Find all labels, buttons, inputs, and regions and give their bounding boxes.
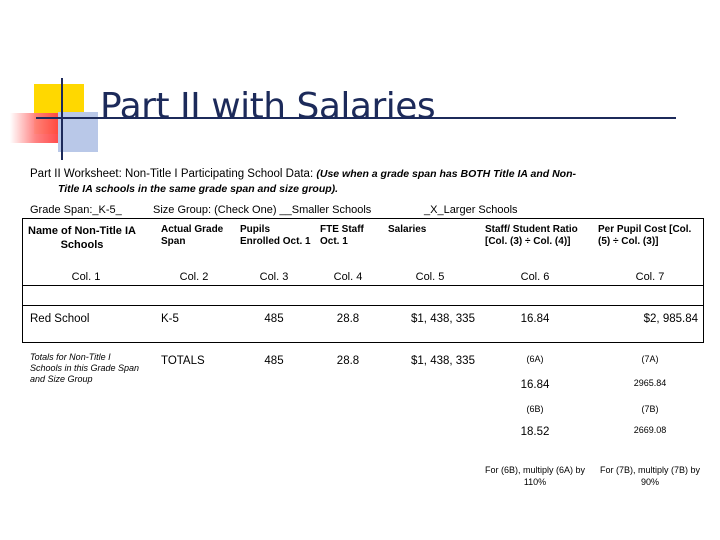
row1-salaries: $1, 438, 335 [411, 313, 475, 325]
table-right-rule [703, 218, 704, 342]
row1-per-pupil-cost: $2, 985.84 [643, 313, 698, 325]
row2-pupils: 485 [264, 355, 284, 367]
row2-school-name: Totals for Non-Title I Schools in this Grade Span and Size Group [30, 352, 140, 384]
label-7b: (7B) [641, 404, 659, 414]
header-school-name: Name of Non-Title IA Schools [28, 225, 136, 251]
header-fte-staff: FTE Staff Oct. 1 [320, 224, 364, 247]
col-label-3: Col. 3 [259, 271, 289, 283]
label-7a: (7A) [641, 354, 659, 364]
worksheet-heading-text: Part II Worksheet: Non-Title I Participating School Data: [30, 168, 314, 180]
footnote-7b: For (7B), multiply (7B) by 90% [599, 465, 701, 487]
worksheet-note-line2: Title IA schools in the same grade span and size group). [58, 183, 339, 195]
row1-pupils: 485 [264, 313, 284, 325]
worksheet-note-line1: (Use when a grade span has BOTH Title IA and Non- [316, 168, 576, 180]
value-7a: 2965.84 [633, 378, 667, 388]
value-7b: 2669.08 [633, 425, 667, 435]
table-row2-top-rule [22, 342, 704, 343]
row1-fte: 28.8 [336, 313, 360, 325]
col-label-2: Col. 2 [179, 271, 209, 283]
header-pupils-enrolled: Pupils Enrolled Oct. 1 [240, 224, 311, 247]
label-6b: (6B) [526, 404, 544, 414]
col-label-7: Col. 7 [635, 271, 665, 283]
header-salaries: Salaries [388, 224, 427, 235]
footnote-6b: For (6B), multiply (6A) by 110% [484, 465, 586, 487]
value-6b: 18.52 [520, 426, 550, 438]
col-label-6: Col. 6 [520, 271, 550, 283]
row1-school-name: Red School [30, 313, 90, 325]
row2-grade-span: TOTALS [161, 355, 205, 367]
header-staff-student-ratio: Staff/ Student Ratio [Col. (3) ÷ Col. (4)] [485, 224, 578, 247]
label-6a: (6A) [526, 354, 544, 364]
col-label-5: Col. 5 [415, 271, 445, 283]
table-row1-top-rule [22, 305, 704, 306]
row1-grade-span: K-5 [161, 313, 179, 325]
slide-title: Part II with Salaries [100, 86, 436, 127]
row1-ratio: 16.84 [520, 313, 550, 325]
grade-span-label: Grade Span:_K-5_ [30, 204, 122, 216]
value-6a: 16.84 [520, 379, 550, 391]
row2-salaries: $1, 438, 335 [411, 355, 475, 367]
header-grade-span: Actual Grade Span [161, 224, 224, 247]
larger-schools-label: _X_Larger Schools [424, 204, 518, 216]
logo-vertical-line [61, 78, 63, 160]
size-group-label: Size Group: (Check One) __Smaller Schools [153, 204, 372, 216]
col-label-1: Col. 1 [71, 271, 101, 283]
header-per-pupil-cost: Per Pupil Cost [Col. (5) ÷ Col. (3)] [598, 224, 692, 247]
worksheet-heading [30, 167, 700, 197]
row2-fte: 28.8 [336, 355, 360, 367]
col-label-4: Col. 4 [333, 271, 363, 283]
table-top-rule [22, 218, 704, 219]
table-col-label-rule [22, 285, 704, 286]
